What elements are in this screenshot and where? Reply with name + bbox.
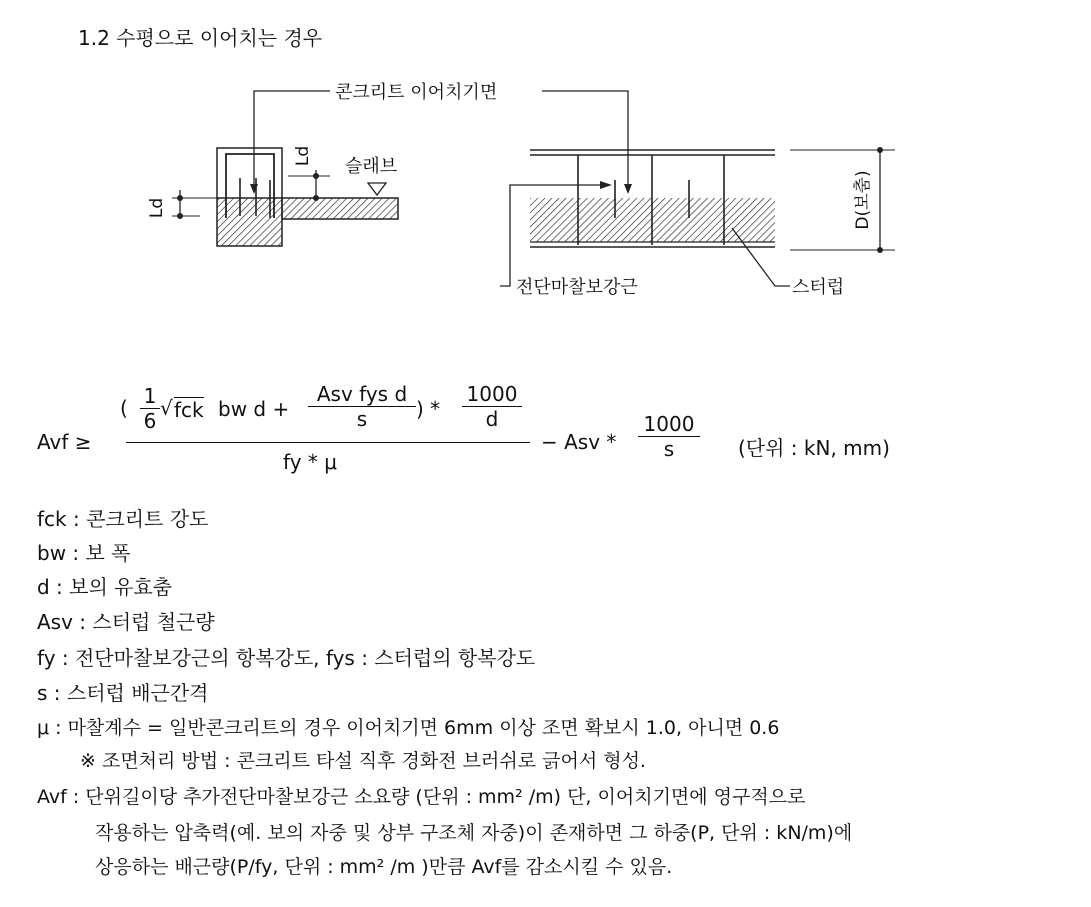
def-avf-2: 작용하는 압축력(예. 보의 자중 및 상부 구조체 자중)이 존재하면 그 하중(P, 단위 : kN/m)에 <box>95 822 853 844</box>
def-fck: fck : 콘크리트 강도 <box>37 507 209 531</box>
label-d: D(보춤) <box>853 170 873 230</box>
n1000-a: 1000 <box>466 382 518 406</box>
def-asv: Asv : 스터럽 철근량 <box>37 610 215 634</box>
label-slab: 슬래브 <box>345 156 398 177</box>
one: 1 <box>143 384 157 408</box>
fy-mu: fy * μ <box>283 450 337 474</box>
def-avf-1: Avf : 단위길이당 추가전단마찰보강근 소요량 (단위 : mm² /m) 단, 이어치기면에 영구적으로 <box>37 786 806 808</box>
avf-formula <box>0 370 1091 490</box>
sqrt-sign: √ <box>160 396 173 420</box>
def-bw: bw : 보 폭 <box>37 541 131 565</box>
label-shear-rebar: 전단마찰보강근 <box>516 277 638 298</box>
def-mu: μ : 마찰계수 = 일반콘크리트의 경우 이어치기면 6mm 이상 조면 확보시 1.0, 아니면 0.6 <box>37 717 780 739</box>
minus-asv: − Asv * <box>541 430 617 454</box>
s-den-2: s <box>663 437 675 461</box>
s-den-1: s <box>356 407 368 431</box>
paren-open: ( <box>120 396 128 420</box>
paren-close-times: ) * <box>416 397 441 421</box>
label-joint: 콘크리트 이어치기면 <box>335 82 498 103</box>
main-fraction-bar <box>126 442 530 443</box>
def-d: d : 보의 유효춤 <box>37 575 173 599</box>
n1000-b: 1000 <box>643 412 695 436</box>
def-fy-fys: fy : 전단마찰보강근의 항복강도, fys : 스터럽의 항복강도 <box>37 646 536 670</box>
d-den: d <box>485 407 499 431</box>
def-avf-3: 상응하는 배근량(P/fy, 단위 : mm² /m )만큼 Avf를 감소시킬 수 있음. <box>95 856 673 878</box>
bw-d: bw d + <box>218 397 290 421</box>
formula-lhs: Avf ≥ <box>37 430 92 454</box>
formula-unit: (단위 : kN, mm) <box>738 436 890 460</box>
beam-section-right <box>500 91 895 286</box>
def-s: s : 스터럽 배근간격 <box>37 681 209 705</box>
asv-fys-d: Asv fys d <box>316 382 408 406</box>
six: 6 <box>143 409 157 433</box>
label-ld-top: Ld <box>293 145 313 167</box>
frac-one-sixth <box>140 384 160 433</box>
frac-1000-s <box>638 412 700 461</box>
sqrt-fck: fck <box>174 398 204 422</box>
frac-asv <box>308 382 416 431</box>
def-note-rough: ※ 조면처리 방법 : 콘크리트 타설 직후 경화전 브러쉬로 긁어서 형성. <box>80 750 646 772</box>
section-title: 1.2 수평으로 이어치는 경우 <box>78 26 323 50</box>
label-stirrup: 스터럽 <box>792 277 845 298</box>
label-ld-left: Ld <box>147 197 167 219</box>
joint-diagram <box>0 0 1091 340</box>
frac-1000-d <box>462 382 522 431</box>
